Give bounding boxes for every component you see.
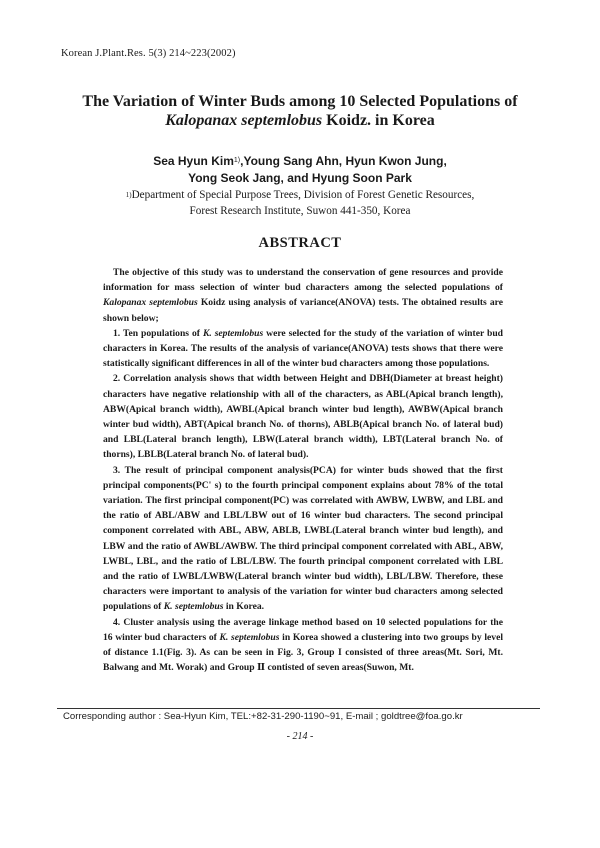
authors-line-2: Yong Seok Jang, and Hyung Soon Park <box>188 171 412 185</box>
abstract-paragraph-1 <box>103 265 503 326</box>
p5-text-a: 4. Cluster analysis using the average linkage method based on 10 selected populations for the 16 winter bud characters of <box>103 616 503 643</box>
paper-title <box>40 92 560 130</box>
abstract-paragraph-4 <box>103 463 503 615</box>
p1-text-b: Koidz using analysis of variance(ANOVA) tests. The obtained results are shown below; <box>103 297 503 324</box>
p5-text-b: in Korea showed a clustering into two groups by level of distance 1.1(Fig. 3). As can be seen in Fig. 3, Group I consisted of three areas(Mt. Sori, Mt. Balwang and Mt. Worak) and Group Ⅱ contisted of seven areas(Suwon, Mt. <box>103 631 503 674</box>
author-superscript: 1) <box>233 157 241 164</box>
p2-text-b: were selected for the study of the variation of winter bud characters in Korea. The results of the analysis of variance(ANOVA) tests shows that there were statistically significant differences in all of the winter bud characters among those populations. <box>103 327 503 370</box>
authors-line-1 <box>40 153 560 170</box>
abstract-paragraph-2 <box>103 326 503 372</box>
first-author: Sea Hyun Kim <box>153 154 234 168</box>
p4-species: K. septemlobus <box>163 601 224 613</box>
abstract-paragraph-3: 2. Correlation analysis shows that width between Height and DBH(Diameter at breast height) characters have negative relationship with all of the characters, as ABL(Apical branch length), ABW(Apical branch width), AWBL(Apical branch winter bud length), AWBW(Apical branch winter bud width), ABT(Apical branch No. of thorns), ABLB(Apical branch No. of lateral bud) and LBL(Lateral branch length), LBW(Lateral branch width), LBT(Lateral branch No. of thorns), LBLB(Lateral branch No. of lateral bud). <box>103 373 503 461</box>
abstract-heading: ABSTRACT <box>258 235 342 251</box>
affiliation-line-1 <box>40 187 560 203</box>
corresponding-author: Corresponding author : Sea-Hyun Kim, TEL:+82-31-290-1190~91, E-mail ; goldtree@foa.go.kr <box>63 711 463 722</box>
abstract-paragraph-5 <box>103 615 503 676</box>
affiliation-line-1-text: Department of Special Purpose Trees, Division of Forest Genetic Resources, <box>131 189 475 201</box>
p2-text-a: 1. Ten populations of <box>113 327 203 339</box>
authors-line-1-rest: ,Young Sang Ahn, Hyun Kwon Jung, <box>240 154 447 168</box>
title-line-2-rest: Koidz. in Korea <box>322 112 435 129</box>
abstract-body <box>103 265 503 675</box>
title-line-2 <box>40 111 560 130</box>
journal-reference: Korean J.Plant.Res. 5(3) 214~223(2002) <box>61 48 236 59</box>
affiliation-superscript: 1) <box>125 191 132 199</box>
title-line-1: The Variation of Winter Buds among 10 Selected Populations of <box>82 93 518 110</box>
author-list <box>40 153 560 187</box>
affiliation <box>40 187 560 219</box>
p5-species: K. septemlobus <box>219 631 280 643</box>
footnote-divider <box>57 708 540 709</box>
p1-species: Kalopanax septemlobus <box>103 297 198 309</box>
p4-text-b: in Korea. <box>223 601 265 613</box>
p2-species: K. septemlobus <box>202 327 264 339</box>
title-species: Kalopanax septemlobus <box>165 112 323 129</box>
page-number: - 214 - <box>286 731 314 742</box>
p4-text-a: 3. The result of principal component analysis(PCA) for winter buds showed that the first principal components(PC' s) to the fourth principal component explains about 78% of the total variation. The first principal component(PC) was correlated with AWBW, LWBW, and LBL and the ratio of ABL/ABW and LBL/LBW out of 16 winter bud characters. The second principal component correlated with ABL, ABW, ABLB, LWBL(Lateral branch winter bud length), and LBW and the ratio of AWBL/AWBW. The third principal component correlated with ABL, ABW, LWBL, LBL, and the ratio of LBL/LBW. The fourth principal component correlated with LBL and the ratio of LWBL/LWBW(Lateral branch winter bud width), LBL/LBW. Therefore, these characters were important to analysis of the variation for winter bud characters among selected populations of <box>103 464 503 613</box>
affiliation-line-2: Forest Research Institute, Suwon 441-350, Korea <box>189 205 411 217</box>
p1-text-a: The objective of this study was to understand the conservation of gene resources and provide information for mass selection of winter bud characters among the selected populations of <box>103 267 503 294</box>
